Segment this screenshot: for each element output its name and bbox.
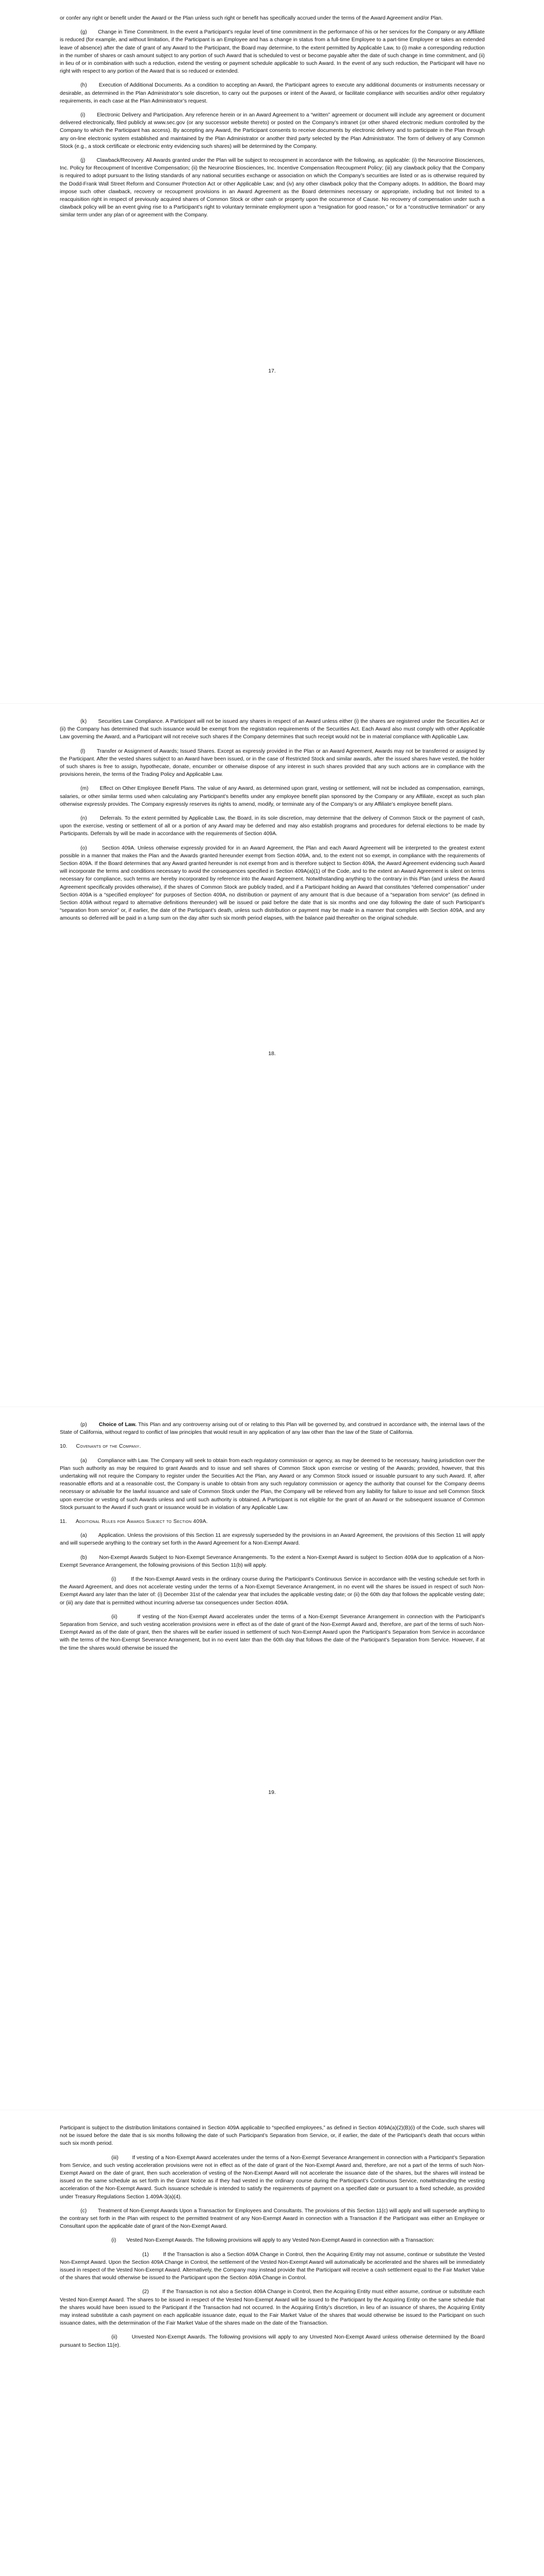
page-number: 19.: [268, 1789, 276, 1795]
paragraph-body: Unless the provisions of this Section 11 are expressly superseded by the provisions in an Award Agreement, the provisions of this Section 11 will apply and will supersede anything to the contrary set forth in the Award Agreement for a Non-Exempt Award.: [60, 1533, 485, 1547]
paragraph-body: To the extent permitted by Applicable Law, the Board, in its sole discretion, may determine that the delivery of Common Stock or the payment of cash, upon the exercise, vesting or settlement of all or a portion of any Award may be deferred and may also establish programs and procedures for deferral elections to be made by Participants. Deferrals by will be made in accordance with the requirements of Section 409A.: [60, 816, 485, 837]
paragraph-heading: Application.: [98, 1533, 126, 1539]
paragraph-heading: Vested Non-Exempt Awards.: [126, 2238, 194, 2244]
paragraph-body: The Company will seek to obtain from each regulatory commission or agency, as may be deemed to be necessary, having jurisdiction over the Plan such authority as may be required to grant Awards and to issue and sell shares of Common Stock upon exercise or vesting of the Awards; provided, however, that this undertaking will not require the Company to register under the Securities Act the Plan, any Award or any Common Stock issued or issuable pursuant to any such Award. If, after reasonable efforts and at a reasonable cost, the Company is unable to obtain from any such regulatory commission or agency the authority that counsel for the Company deems necessary or advisable for the lawful issuance and sale of Common Stock under the Plan, the Company will be relieved from any liability for failure to issue and sell Common Stock upon exercise or vesting of such Awards unless and until such authority is obtained. A Participant is not eligible for the grant of an Award or the subsequent issuance of Common Stock pursuant to the Award if such grant or issuance would be in violation of any Applicable Law.: [60, 1458, 485, 1511]
paragraph-label: (iii): [111, 2155, 119, 2161]
paragraph-label: (l): [80, 748, 86, 754]
page-content: [60, 14, 485, 219]
section-number: 11.: [60, 1519, 67, 1525]
paragraph-heading: Choice of Law.: [98, 1422, 137, 1428]
paragraph-non-exempt-severance: [60, 1554, 485, 1569]
paragraph-heading: Transfer or Assignment of Awards; Issued Shares.: [96, 748, 216, 754]
paragraph-label: (g): [80, 29, 87, 36]
paragraph-label: (i): [80, 112, 86, 118]
paragraph-body: The following provisions will apply to any Unvested Non-Exempt Award unless otherwise determined by the Board pursuant to Section 11(e).: [60, 2334, 485, 2348]
paragraph-heading: Unvested Non-Exempt Awards.: [131, 2334, 207, 2341]
section-heading-11: [60, 1518, 485, 1526]
section-number: 10.: [60, 1444, 68, 1450]
subparagraph-acceleration-not-in-effect: [60, 2154, 485, 2201]
paragraph-heading: Section 409A.: [102, 845, 136, 851]
paragraph-body: As a condition to accepting an Award, the Participant agrees to execute any additional documents or instruments necessary or desirable, as determined in the Plan Administrator’s sole discretion, to carry out the purposes or intent of the Award, or facilitate compliance with securities and/or other regulatory requirements, in each case at the Plan Administrator’s request.: [60, 82, 485, 104]
paragraph-effect-on-benefit-plans: [60, 785, 485, 808]
page-content: [60, 718, 485, 923]
paragraph-treatment-upon-transaction: [60, 2207, 485, 2231]
paragraph-label: (a): [80, 1533, 87, 1539]
paragraph-body: If the Transaction is also a Section 409A Change in Control, then the Acquiring Entity may not assume, continue or substitute the Vested Non-Exempt Award. Upon the Section 409A Change in Control, the settlement of the Vested Non-Exempt Award will automatically be accelerated and the shares will be immediately issued in respect of the Vested Non-Exempt Award. Alternatively, the Company may instead provide that the Participant will receive a cash settlement equal to the Fair Market Value of the shares that would otherwise be issued to the Participant upon the Section 409A Change in Control.: [60, 2251, 485, 2281]
section-title: Covenants of the Company.: [76, 1444, 141, 1450]
paragraph-unvested-non-exempt-awards: [60, 2333, 485, 2349]
document-page-18: [0, 703, 544, 1406]
paragraph-label: (i): [111, 2238, 117, 2244]
paragraph-application: [60, 1532, 485, 1547]
paragraph-body: If the Non-Exempt Award vests in the ordinary course during the Participant’s Continuous Service in accordance with the vesting schedule set forth in the Award Agreement, and does not accelerate vesting under the terms of a Non-Exempt Severance Arrangement, in no event will the shares be issued in respect of such Non-Exempt Award any later than the later of: (i) December 31st of the calendar year that includes the applicable vesting date; or (ii) the 60th day that follows the applicable vesting date; or (iii) any date that is permitted without incurring adverse tax consequences under Section 409A.: [60, 1577, 485, 1606]
page-content: [60, 2124, 485, 2349]
paragraph-label: (p): [80, 1422, 87, 1428]
paragraph-label: (j): [80, 158, 86, 164]
paragraph-body: A Participant will not be issued any shares in respect of an Award unless either (i) the shares are registered under the Securities Act or (ii) the Company has determined that such issuance would be exempt from the registration requirements of the Securities Act. Each Award also must comply with other Applicable Law governing the Award, and a Participant will not receive such shares if the Company determines that such receipt would not be in material compliance with Applicable Law.: [60, 719, 485, 740]
paragraph-securities-law-compliance: [60, 718, 485, 741]
paragraph-body: All Awards granted under the Plan will be subject to recoupment in accordance with the following, as applicable: (i) the Neurocrine Biosciences, Inc. Policy for Recoupment of Incentive Compensation; (ii) the Neurocrine Biosciences, Inc. Incentive Compensation Recoupment Policy; (iii) any clawback policy that the Company is required to adopt pursuant to the listing standards of any national securities exchange or association on which the Company’s securities are listed or as is otherwise required by the Dodd-Frank Wall Street Reform and Consumer Protection Act or other Applicable Law; and (iv) any other clawback policy that the Company adopts. In addition, the Board may impose such other clawback, recovery or recoupment provisions in an Award Agreement as the Board determines necessary or appropriate, including but not limited to a reacquisition right in respect of previously acquired shares of Common Stock or other cash or property upon the occurrence of Cause. No recovery of compensation under such a clawback policy will be an event giving rise to a Participant’s right to voluntary terminate employment upon a “resignation for good reason,” or for a “constructive termination” or any similar term under any plan of or agreement with the Company.: [60, 158, 485, 218]
section-heading-10: [60, 1443, 485, 1450]
paragraph-continuation: or confer any right or benefit under the Award or the Plan unless such right or benefit has specifically accrued under the terms of the Award Agreement and/or Plan.: [60, 15, 443, 21]
paragraph-heading: Execution of Additional Documents.: [98, 82, 183, 89]
page-content: [60, 1421, 485, 1652]
document-page-20: [0, 2110, 544, 2576]
paragraph-label: (2): [142, 2289, 149, 2295]
paragraph-execution-additional-documents: [60, 81, 485, 105]
paragraph-vested-non-exempt-awards: [60, 2236, 485, 2244]
paragraph-label: (b): [80, 1554, 87, 1561]
subparagraph-not-409a-change-in-control: [60, 2288, 485, 2327]
paragraph-body: The following provisions will apply to any Vested Non-Exempt Award in connection with a Transaction:: [195, 2238, 435, 2244]
paragraph-clawback-recovery: [60, 157, 485, 219]
paragraph-body: If vesting of the Non-Exempt Award accelerates under the terms of a Non-Exempt Severance Arrangement in connection with the Participant’s Separation from Service, and such vesting acceleration provisions were in effect as of the date of grant of the Non-Exempt Award and, therefore, are part of the terms of such Non-Exempt Award as of the date of grant, then the shares will be earlier issued in settlement of such Non-Exempt Award upon the Participant’s Separation from Service in accordance with the terms of the Non-Exempt Severance Arrangement, but in no event later than the 60th day that follows the date of the Participant’s Separation from Service. However, if at the time the shares would otherwise be issued the: [60, 1614, 485, 1651]
document-page-19: [0, 1406, 544, 2110]
section-title: Additional Rules for Awards Subject to Section 409A.: [75, 1519, 208, 1525]
paragraph-deferrals: [60, 815, 485, 838]
paragraph-electronic-delivery: [60, 111, 485, 150]
page-number: 18.: [268, 1050, 276, 1057]
paragraph-heading: Securities Law Compliance.: [98, 719, 164, 724]
paragraph-body: This Plan and any controversy arising out of or relating to this Plan will be governed by, and construed in accordance with, the internal laws of the State of California, without regard to conflict of law principles that would result in any application of any law other than the law of the State of California.: [60, 1422, 485, 1436]
paragraph-body: If the Transaction is not also a Section 409A Change in Control, then the Acquiring Entity must either assume, continue or substitute each Vested Non-Exempt Award. The shares to be issued in respect of the Vested Non-Exempt Award will be issued to the Participant by the Acquiring Entity on the same schedule that the shares would have been issued to the Participant if the Transaction had not occurred. In the Acquiring Entity’s discretion, in lieu of an issuance of shares, the Acquiring Entity may instead substitute a cash payment on each applicable issuance date, equal to the Fair Market Value of the shares that would otherwise be issued to the Participant on such issuance dates, with the determination of the Fair Market Value of the shares made on the date of the Transaction.: [60, 2289, 485, 2327]
paragraph-label: (ii): [111, 2334, 118, 2341]
subparagraph-vesting-ordinary-course: [60, 1575, 485, 1607]
paragraph-body: In the event a Participant’s regular level of time commitment in the performance of his or her services for the Company or any Affiliate is reduced (for example, and without limitation, if the Participant is an Employee and has a change in status from a full-time Employee to a part-time Employee or takes an extended leave of absence) after the date of grant of any Award to the Participant, the Board may determine, to the extent permitted by Applicable Law, to (i) make a corresponding reduction in the number of shares or cash amount subject to any portion of such Award that is scheduled to vest or become payable after the date of such change in time commitment, and (ii) in lieu of or in combination with such a reduction, extend the vesting or payment schedule applicable to such Award. In the event of any such reduction, the Participant will have no right with respect to any portion of the Award that is so reduced or extended.: [60, 29, 485, 75]
paragraph-heading: Treatment of Non-Exempt Awards Upon a Transaction for Employees and Consultants.: [97, 2208, 303, 2214]
document-page-17: [0, 0, 544, 703]
paragraph-continuation: Participant is subject to the distribution limitations contained in Section 409A applicable to “specified employees,” as defined in Section 409A(a)(2)(B)(i) of the Code, such shares will not be issued before the date that is six months following the date of such Participant’s Separation from Service, or, if earlier, the date of the Participant’s death that occurs within such six month period.: [60, 2125, 485, 2147]
subparagraph-vesting-acceleration: [60, 1613, 485, 1652]
paragraph-body: The provisions of this Section 11(c) will apply and will supersede anything to the contrary set forth in the Plan with respect to the permitted treatment of any Non-Exempt Award in connection with a Transaction if the Participant was either an Employee or Consultant upon the applicable date of grant of the Non-Exempt Award.: [60, 2208, 485, 2230]
paragraph-label: (i): [111, 1577, 117, 1583]
paragraph-heading: Deferrals.: [100, 816, 123, 822]
paragraph-heading: Clawback/Recovery.: [96, 158, 145, 164]
paragraph-transfer-assignment: [60, 748, 485, 779]
paragraph-choice-of-law: [60, 1421, 485, 1436]
paragraph-body: The value of any Award, as determined upon grant, vesting or settlement, will not be included as compensation, earnings, salaries, or other similar terms used when calculating any Participant’s benefits under any employee benefit plan sponsored by the Company or any Affiliate, except as such plan otherwise expressly provides. The Company expressly reserves its rights to amend, modify, or terminate any of the Company’s or any Affiliate’s employee benefit plans.: [60, 786, 485, 807]
paragraph-body: Except as expressly provided in the Plan or an Award Agreement, Awards may not be transferred or assigned by the Participant. After the vested shares subject to an Award have been issued, or in the case of Restricted Stock and similar awards, after the issued shares have vested, the holder of such shares is free to assign, hypothecate, donate, encumber or otherwise dispose of any interest in such shares provided that any such actions are in compliance with the provisions herein, the terms of the Trading Policy and Applicable Law.: [60, 748, 485, 778]
paragraph-label: (c): [80, 2208, 87, 2214]
paragraph-section-409a: [60, 844, 485, 923]
paragraph-body: To the extent a Non-Exempt Award is subject to Section 409A due to application of a Non-Exempt Severance Arrangement, the following provisions of this Section 11(b) will apply.: [60, 1554, 485, 1568]
paragraph-heading: Electronic Delivery and Participation.: [96, 112, 184, 118]
paragraph-change-in-time-commitment: [60, 28, 485, 75]
paragraph-heading: Effect on Other Employee Benefit Plans.: [100, 786, 196, 792]
page-number: 17.: [268, 368, 276, 374]
paragraph-label: (1): [142, 2251, 149, 2258]
paragraph-label: (n): [80, 816, 87, 822]
paragraph-body: If vesting of a Non-Exempt Award accelerates under the terms of a Non-Exempt Severance Arrangement in connection with a Participant’s Separation from Service, and such vesting acceleration provisions were not in effect as of the date of grant of the Non-Exempt Award and, therefore, are not a part of the terms of such Non-Exempt Award on the date of grant, then such acceleration of vesting of the Non-Exempt Award will not accelerate the issuance date of the shares, but the shares will instead be issued on the same schedule as set forth in the Grant Notice as if they had vested in the ordinary course during the Participant’s Continuous Service, notwithstanding the vesting acceleration of the Non-Exempt Award. Such issuance schedule is intended to satisfy the requirements of payment on a specified date or pursuant to a fixed schedule, as provided under Treasury Regulations Section 1.409A-3(a)(4).: [60, 2155, 485, 2200]
paragraph-compliance-with-law: [60, 1457, 485, 1512]
paragraph-label: (ii): [111, 1614, 118, 1620]
paragraph-heading: Compliance with Law.: [97, 1458, 149, 1464]
paragraph-label: (h): [80, 82, 87, 89]
subparagraph-409a-change-in-control: [60, 2251, 485, 2282]
paragraph-label: (m): [80, 786, 89, 792]
paragraph-label: (k): [80, 719, 87, 724]
paragraph-body: Any reference herein or in an Award Agreement to a “written” agreement or document will include any agreement or document delivered electronically, filed publicly at www.sec.gov (or any successor website thereto) or posted on the Company’s intranet (or other shared electronic medium controlled by the Company to which the Participant has access). By accepting any Award, the Participant consents to receive documents by electronic delivery and to participate in the Plan through any on-line electronic system established and maintained by the Plan Administrator or another third party selected by the Plan Administrator. The form of delivery of any Common Stock (e.g., a stock certificate or electronic entry evidencing such shares) will be determined by the Company.: [60, 112, 485, 149]
paragraph-label: (o): [80, 845, 87, 851]
paragraph-heading: Non-Exempt Awards Subject to Non-Exempt Severance Arrangements.: [99, 1554, 268, 1561]
paragraph-label: (a): [80, 1458, 87, 1464]
paragraph-heading: Change in Time Commitment.: [97, 29, 169, 36]
paragraph-body: Unless otherwise expressly provided for in an Award Agreement, the Plan and each Award Agreement will be interpreted to the greatest extent possible in a manner that makes the Plan and the Awards granted hereunder exempt from Section 409A, and, to the extent not so exempt, in compliance with the requirements of Section 409A. If the Board determines that any Award granted hereunder is not exempt from and is therefore subject to Section 409A, the Award Agreement evidencing such Award will incorporate the terms and conditions necessary to avoid the consequences specified in Section 409A(a)(1) of the Code, and to the extent an Award Agreement is silent on terms necessary for compliance, such terms are hereby incorporated by reference into the Award Agreement. Notwithstanding anything to the contrary in this Plan (and unless the Award Agreement specifically provides otherwise), if the shares of Common Stock are publicly traded, and if a Participant holding an Award that constitutes “deferred compensation” under Section 409A is a “specified employee” for purposes of Section 409A, no distribution or payment of any amount that is due because of a “separation from service” (as defined in Section 409A without regard to alternative definitions thereunder) will be issued or paid before the date that is six months and one day following the date of such Participant’s “separation from service” or, if earlier, the date of the Participant’s death, unless such distribution or payment may be made in a manner that complies with Section 409A, and any amounts so deferred will be paid in a lump sum on the day after such six month period elapses, with the balance paid thereafter on the original schedule.: [60, 845, 485, 922]
